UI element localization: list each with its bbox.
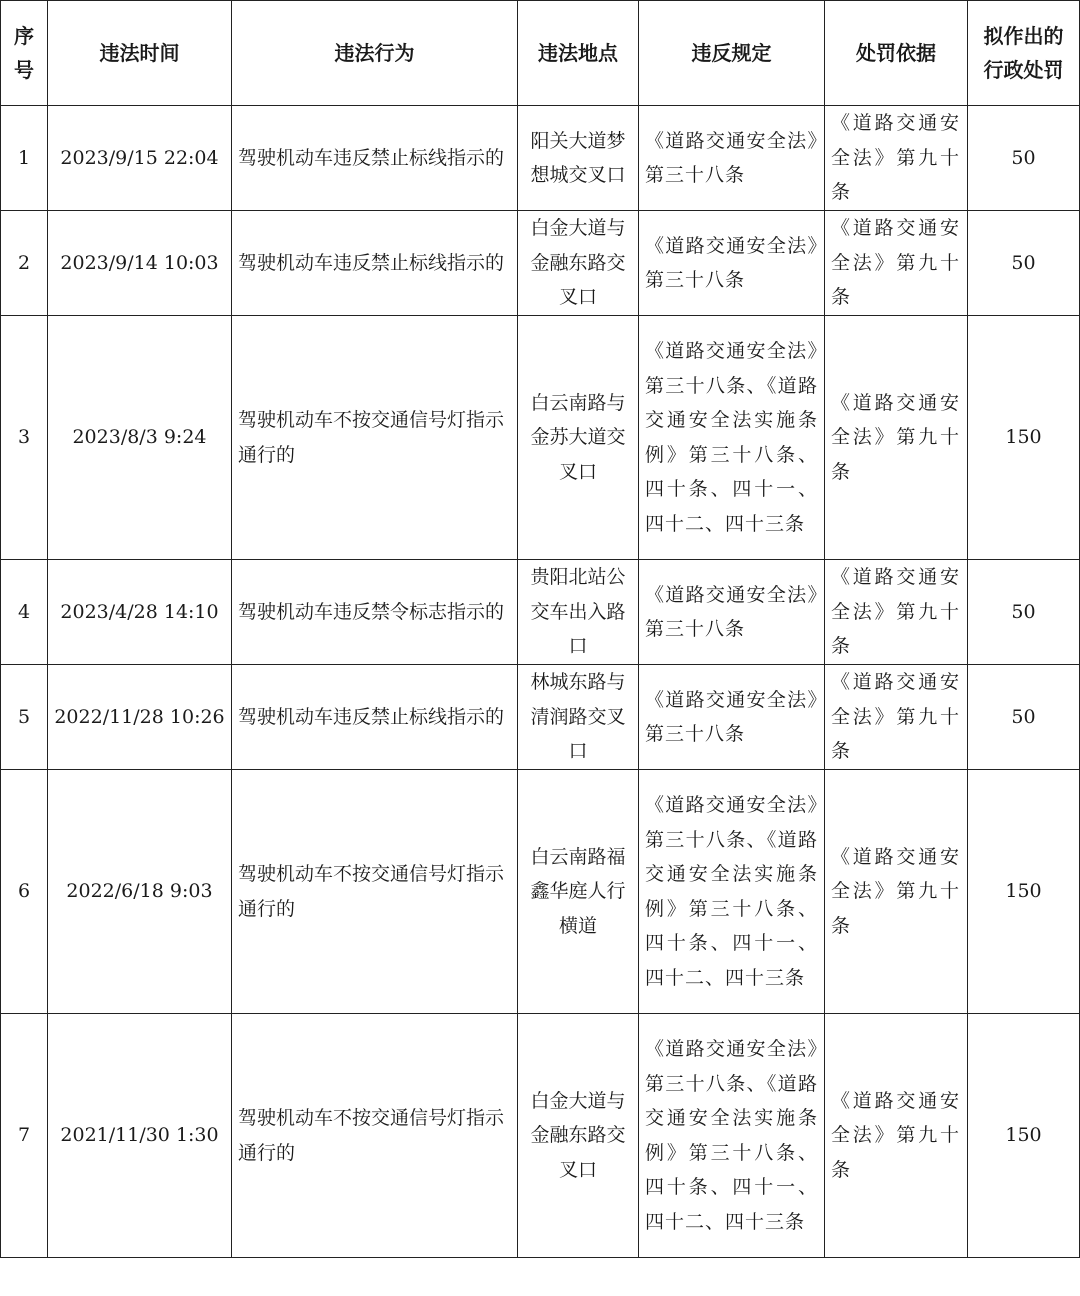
- table-row: [1, 770, 1080, 1014]
- cell-penalty: 50: [968, 560, 1080, 665]
- header-location: 违法地点: [518, 1, 639, 106]
- cell-location: 林城东路与清润路交叉口: [518, 665, 639, 770]
- cell-basis: 《道路交通安全法》第九十条: [825, 770, 968, 1014]
- cell-rule: 《道路交通安全法》第三十八条: [639, 665, 825, 770]
- cell-location: 阳关大道梦想城交叉口: [518, 106, 639, 211]
- cell-behavior: 驾驶机动车不按交通信号灯指示通行的: [232, 316, 518, 560]
- cell-time: 2022/6/18 9:03: [48, 770, 232, 1014]
- cell-basis: 《道路交通安全法》第九十条: [825, 106, 968, 211]
- header-behavior: 违法行为: [232, 1, 518, 106]
- cell-penalty: 150: [968, 316, 1080, 560]
- table-row: [1, 211, 1080, 316]
- header-penalty: 拟作出的行政处罚: [968, 1, 1080, 106]
- cell-index: 2: [1, 211, 48, 316]
- cell-rule: 《道路交通安全法》第三十八条、《道路交通安全法实施条例》第三十八条、四十条、四十一、四十二、四十三条: [639, 316, 825, 560]
- cell-penalty: 50: [968, 211, 1080, 316]
- cell-behavior: 驾驶机动车违反禁止标线指示的: [232, 211, 518, 316]
- cell-basis: 《道路交通安全法》第九十条: [825, 665, 968, 770]
- cell-index: 4: [1, 560, 48, 665]
- cell-behavior: 驾驶机动车不按交通信号灯指示通行的: [232, 1014, 518, 1258]
- table-row: [1, 560, 1080, 665]
- cell-location: 白云南路福鑫华庭人行横道: [518, 770, 639, 1014]
- cell-behavior: 驾驶机动车不按交通信号灯指示通行的: [232, 770, 518, 1014]
- cell-rule: 《道路交通安全法》第三十八条、《道路交通安全法实施条例》第三十八条、四十条、四十一、四十二、四十三条: [639, 770, 825, 1014]
- cell-time: 2021/11/30 1:30: [48, 1014, 232, 1258]
- cell-time: 2023/9/14 10:03: [48, 211, 232, 316]
- cell-basis: 《道路交通安全法》第九十条: [825, 211, 968, 316]
- table-row: [1, 665, 1080, 770]
- table-row: [1, 316, 1080, 560]
- cell-behavior: 驾驶机动车违反禁令标志指示的: [232, 560, 518, 665]
- cell-location: 贵阳北站公交车出入路口: [518, 560, 639, 665]
- header-rule: 违反规定: [639, 1, 825, 106]
- cell-location: 白金大道与金融东路交叉口: [518, 211, 639, 316]
- table-row: [1, 106, 1080, 211]
- cell-time: 2023/8/3 9:24: [48, 316, 232, 560]
- cell-penalty: 150: [968, 1014, 1080, 1258]
- cell-basis: 《道路交通安全法》第九十条: [825, 560, 968, 665]
- cell-index: 6: [1, 770, 48, 1014]
- cell-basis: 《道路交通安全法》第九十条: [825, 1014, 968, 1258]
- cell-time: 2023/9/15 22:04: [48, 106, 232, 211]
- header-time: 违法时间: [48, 1, 232, 106]
- cell-time: 2023/4/28 14:10: [48, 560, 232, 665]
- cell-index: 3: [1, 316, 48, 560]
- cell-index: 7: [1, 1014, 48, 1258]
- cell-penalty: 50: [968, 665, 1080, 770]
- cell-rule: 《道路交通安全法》第三十八条: [639, 560, 825, 665]
- cell-rule: 《道路交通安全法》第三十八条、《道路交通安全法实施条例》第三十八条、四十条、四十一、四十二、四十三条: [639, 1014, 825, 1258]
- cell-index: 1: [1, 106, 48, 211]
- cell-basis: 《道路交通安全法》第九十条: [825, 316, 968, 560]
- cell-location: 白云南路与金苏大道交叉口: [518, 316, 639, 560]
- cell-penalty: 150: [968, 770, 1080, 1014]
- header-index: 序号: [1, 1, 48, 106]
- header-basis: 处罚依据: [825, 1, 968, 106]
- cell-rule: 《道路交通安全法》第三十八条: [639, 211, 825, 316]
- cell-location: 白金大道与金融东路交叉口: [518, 1014, 639, 1258]
- cell-behavior: 驾驶机动车违反禁止标线指示的: [232, 106, 518, 211]
- cell-rule: 《道路交通安全法》第三十八条: [639, 106, 825, 211]
- cell-behavior: 驾驶机动车违反禁止标线指示的: [232, 665, 518, 770]
- cell-index: 5: [1, 665, 48, 770]
- page-bottom-margin: [0, 1260, 1080, 1296]
- table-row: [1, 1014, 1080, 1258]
- cell-penalty: 50: [968, 106, 1080, 211]
- cell-time: 2022/11/28 10:26: [48, 665, 232, 770]
- table-header-row: [1, 1, 1080, 106]
